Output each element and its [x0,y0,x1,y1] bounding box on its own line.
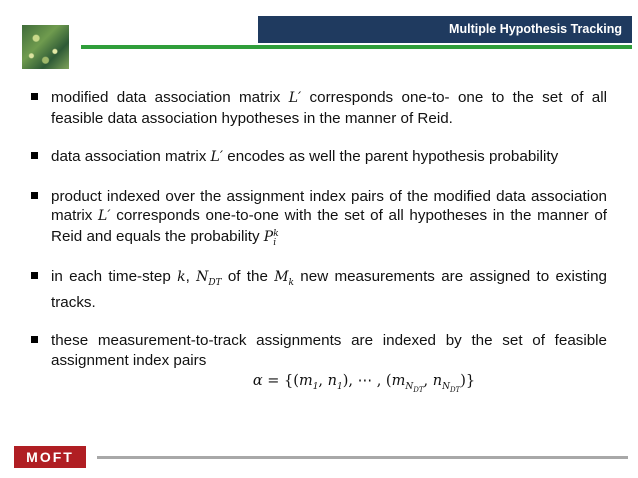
math-symbol: m [298,373,313,390]
math-symbol [274,268,295,288]
assignment-formula [51,370,607,401]
list-item-text [51,147,607,168]
math-subscript-base: N [405,382,414,393]
text-run: of the [221,267,275,285]
math-symbol: L′ [210,149,224,165]
list-item-text: these measurement-to-track assignments are indexed by the set of feasible assignment index pairs [51,332,607,369]
bullet-square-icon [31,192,38,199]
bullet-square-icon [31,93,38,100]
math-operator: ), ⋯ , ( [342,373,392,390]
bullet-square-icon [31,272,38,279]
math-subsubscript: DT [413,385,424,394]
bullet-square-icon [31,152,38,159]
header-logo-image [22,25,69,69]
text-run: corresponds one-to- one to the set of all feasible data association hypotheses in the manner of Reid. [51,89,607,127]
math-base: N [196,268,209,285]
math-subscript: 1 [312,382,319,393]
math-symbol: k [177,268,186,285]
math-operator: , [318,373,328,390]
list-item [27,187,607,248]
math-subscript: 1 [336,382,343,393]
math-subscript [442,382,460,392]
math-subsubscript: DT [449,385,461,394]
list-item [27,331,607,401]
math-base: M [274,268,289,285]
list-item-text [51,187,607,248]
math-subscript-base: N [442,382,450,393]
math-operator: = {( [262,373,299,390]
list-item [27,147,607,168]
math-symbol [196,268,222,288]
header-bar [258,16,632,43]
math-symbol: L′ [98,208,111,224]
math-symbol [263,228,279,248]
math-symbol: L′ [288,90,302,106]
math-symbol: n [432,373,443,390]
text-run: encodes as well the parent hypothesis probability [223,148,559,165]
math-symbol: α [252,373,263,390]
math-superscript: k [273,228,279,239]
bullet-square-icon [31,336,38,343]
bullet-list [27,88,607,401]
text-run: corresponds one-to-one with the set of all hypotheses in the manner of Reid and equals the probability [51,207,607,245]
text-run: product indexed over the assignment index pairs of the modified data association matrix [51,187,607,224]
text-run: , [185,267,197,285]
list-item [27,88,607,128]
footer-logo: MOFT [14,446,86,468]
math-symbol: n [327,373,337,390]
list-item-text [51,267,607,313]
math-subscript: k [288,277,295,288]
page-title: Multiple Hypothesis Tracking [449,22,622,36]
math-subscript: i [273,237,277,248]
math-operator: )} [460,373,476,390]
math-symbol: m [391,373,406,390]
list-item-text [51,88,607,128]
math-operator: , [423,373,433,390]
math-subscript [405,382,423,392]
footer-divider [97,456,628,459]
math-base: P [263,228,274,245]
text-run: modified data association matrix [51,89,289,106]
text-run: in each time-step [51,267,178,285]
math-subscript: DT [208,277,222,288]
list-item [27,267,607,313]
text-run: data association matrix [51,148,211,165]
header-divider [81,45,632,49]
text-run: new measurements are assigned to existing tracks. [51,267,607,311]
